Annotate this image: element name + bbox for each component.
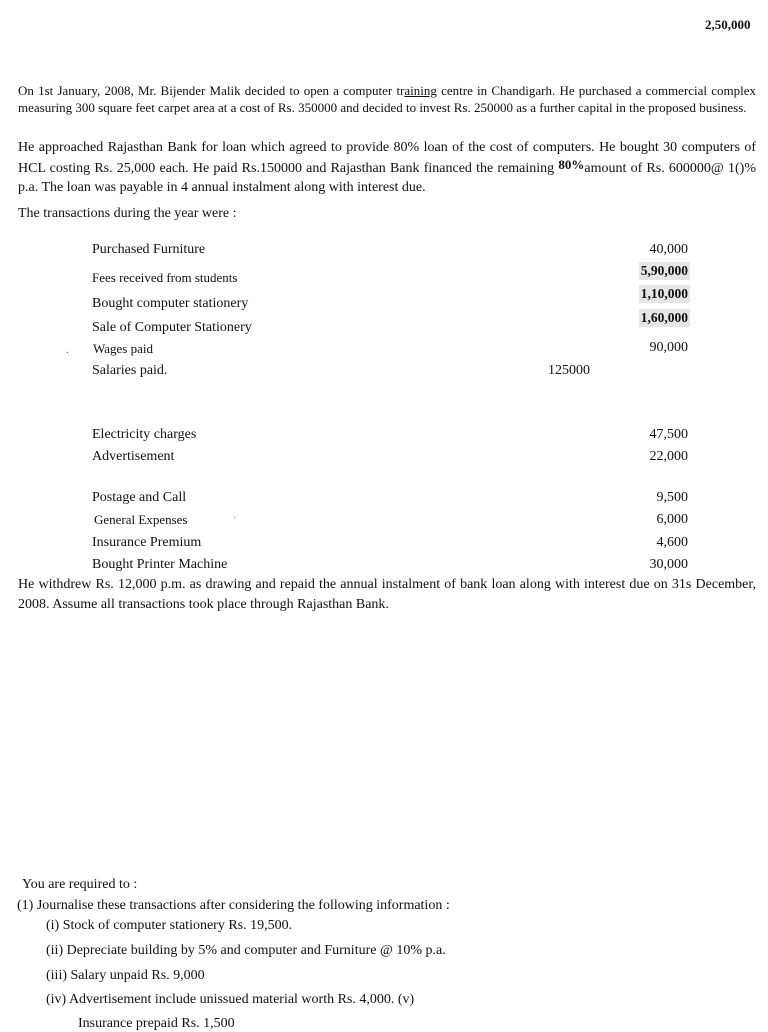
label-postage: Postage and Call xyxy=(92,490,187,505)
top-amount: 2,50,000 xyxy=(705,17,751,32)
closing-paragraph: He withdrew Rs. 12,000 p.m. as drawing and repaid the annual instalment of bank loan along with interest due on 31s December, 2008. Assume all transactions took place through Rajasthan Bank. xyxy=(18,577,756,612)
intro-text-end: centre in Chandigarh. He purchased a commercial complex measuring 300 square feet carpet area at a cost of Rs. 350000 and decided to invest Rs. 250000 as a further capital in the proposed business. xyxy=(18,83,756,115)
highlight-80-percent: 80% xyxy=(558,156,585,172)
transactions-heading: The transactions during the year were : xyxy=(18,206,237,221)
loan-text-part2: amount of Rs. 600000@ 1()% p.a. The loan was payable in 4 annual instalment along with interest due. xyxy=(18,160,756,195)
amount-purchased-furniture: 40,000 xyxy=(649,242,688,257)
amount-wages-paid: 90,000 xyxy=(649,340,688,355)
amount-insurance-premium: 4,600 xyxy=(656,535,688,550)
amount-advertisement: 22,000 xyxy=(649,449,688,464)
label-electricity: Electricity charges xyxy=(92,427,197,442)
amount-printer-machine: 30,000 xyxy=(649,557,688,572)
requirement-sub-iii: (iii) Salary unpaid Rs. 9,000 xyxy=(46,968,205,983)
label-salaries-paid: Salaries paid. xyxy=(92,363,168,378)
amount-sale-stationery: 1,60,000 xyxy=(640,310,688,325)
label-insurance-premium: Insurance Premium xyxy=(92,535,202,550)
requirement-sub-i: (i) Stock of computer stationery Rs. 19,500. xyxy=(46,918,293,933)
amount-postage: 9,500 xyxy=(656,490,688,505)
stray-dot: . xyxy=(66,345,69,356)
label-printer-machine: Bought Printer Machine xyxy=(92,557,228,572)
label-sale-stationery: Sale of Computer Stationery xyxy=(92,320,252,335)
label-fees-received: Fees received from students xyxy=(92,270,238,285)
requirement-sub-v: Insurance prepaid Rs. 1,500 xyxy=(78,1016,235,1031)
requirements-heading: You are required to : xyxy=(22,877,138,892)
label-advertisement: Advertisement xyxy=(92,449,175,464)
intro-text-start: On 1st January, 2008, Mr. Bijender Malik decided to open a computer tr xyxy=(18,83,405,98)
label-purchased-furniture: Purchased Furniture xyxy=(92,242,206,257)
intro-paragraph-2 xyxy=(18,138,756,198)
amount-electricity: 47,500 xyxy=(649,427,688,442)
amount-bought-stationery: 1,10,000 xyxy=(640,286,688,301)
intro-paragraph-1 xyxy=(18,82,756,116)
amount-fees-received: 5,90,000 xyxy=(640,263,688,278)
loan-text-part1: He approached Rajasthan Bank for loan which agreed to provide 80% loan of the cost of computers. He bought 30 computers of HCL costing Rs. 25,000 each. He paid Rs.150000 and Rajasthan Bank financed the remaining xyxy=(18,140,756,176)
underlined-word: aining xyxy=(404,83,437,98)
requirement-item-1: (1) Journalise these transactions after considering the following information : xyxy=(17,898,450,913)
amount-salaries-paid: 125000 xyxy=(548,363,590,378)
label-bought-stationery: Bought computer stationery xyxy=(92,296,249,311)
requirement-sub-ii: (ii) Depreciate building by 5% and computer and Furniture @ 10% p.a. xyxy=(46,943,446,958)
stray-mark: ' xyxy=(234,515,236,525)
label-wages-paid: Wages paid xyxy=(93,341,153,356)
amount-general-expenses: 6,000 xyxy=(656,512,688,527)
label-general-expenses: General Expenses xyxy=(94,512,188,527)
requirement-sub-iv: (iv) Advertisement include unissued material worth Rs. 4,000. (v) xyxy=(46,992,415,1007)
